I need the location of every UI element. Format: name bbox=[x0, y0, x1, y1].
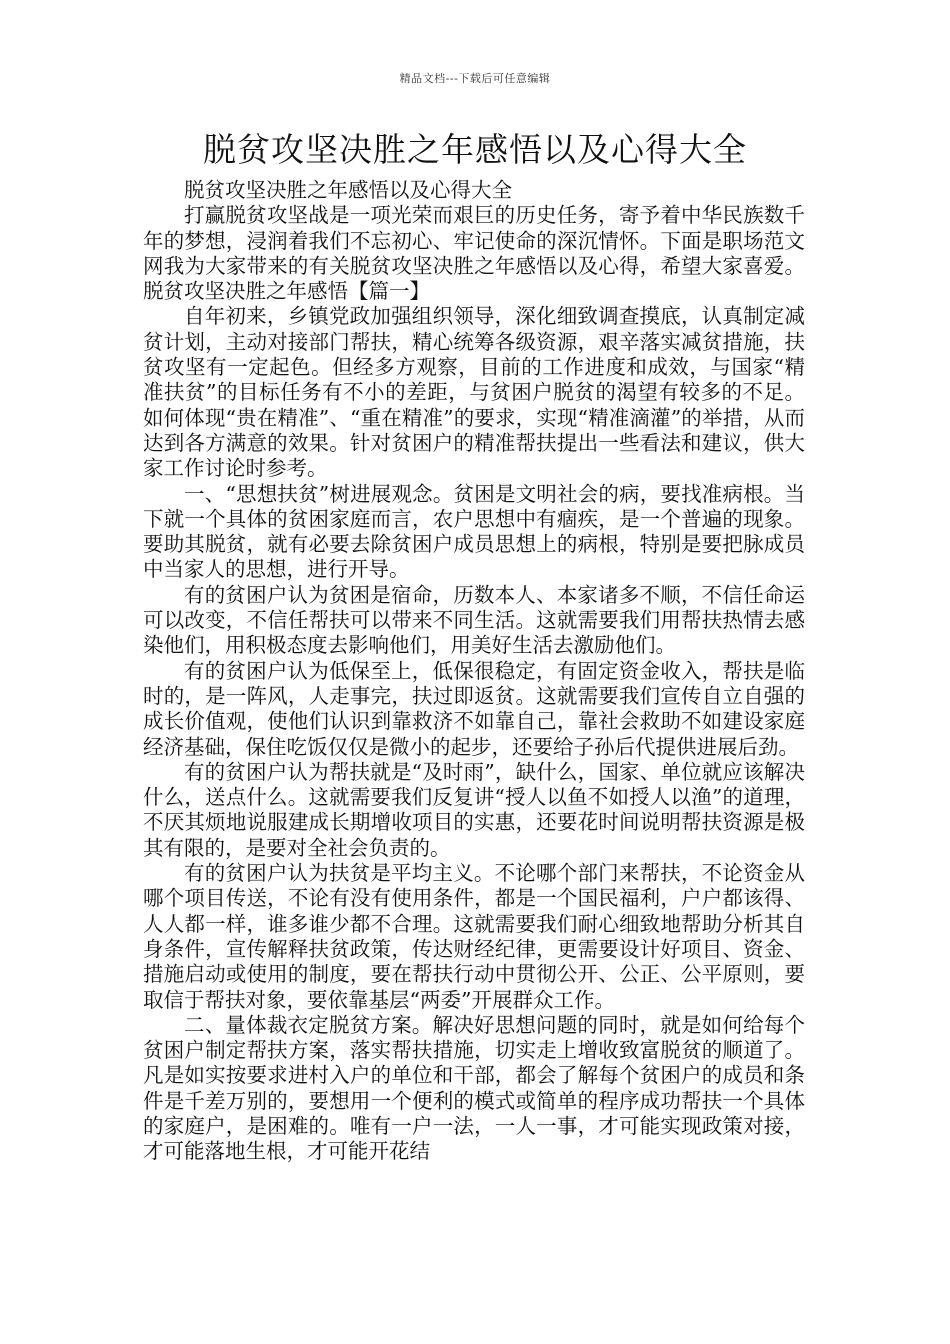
paragraph: 有的贫困户认为帮扶就是“及时雨”，缺什么，国家、单位就应该解决什么，送点什么。这就需要我们反复讲“授人以鱼不如授人以渔”的道理，不厌其烦地说服建成长期增收项目的实惠，还要花时间说明帮扶资源是极其有限的，是要对全社会负责的。 bbox=[143, 759, 805, 860]
paragraph: 有的贫困户认为扶贫是平均主义。不论哪个部门来帮扶，不论资金从哪个项目传送，不论有没有使用条件，都是一个国民福利，户户都该得、人人都一样，谁多谁少都不合理。这就需要我们耐心细致地帮助分析其自身条件，宣传解释扶贫政策，传达财经纪律，更需要设计好项目、资金、措施启动或使用的制度，要在帮扶行动中贯彻公开、公正、公平原则，要取信于帮扶对象，要依靠基层“两委”开展群众工作。 bbox=[143, 861, 805, 1012]
paragraph: 一、“思想扶贫”树进展观念。贫困是文明社会的病，要找准病根。当下就一个具体的贫困家庭而言，农户思想中有痼疾，是一个普遍的现象。要助其脱贫，就有必要去除贫困户成员思想上的病根，特别是要把脉成员中当家人的思想，进行开导。 bbox=[143, 481, 805, 582]
document-subtitle: 脱贫攻坚决胜之年感悟以及心得大全 bbox=[184, 178, 512, 202]
paragraph: 有的贫困户认为低保至上，低保很稳定，有固定资金收入，帮扶是临时的，是一阵风，人走事完，扶过即返贫。这就需要我们宣传自立自强的成长价值观，使他们认识到靠救济不如靠自己，靠社会救助不如建设家庭经济基础，保住吃饭仅仅是微小的起步，还要给子孙后代提供进展后劲。 bbox=[143, 658, 805, 759]
page-title: 脱贫攻坚决胜之年感悟以及心得大全 bbox=[203, 130, 747, 169]
paragraph: 有的贫困户认为贫困是宿命，历数本人、本家诸多不顺，不信任命运可以改变，不信任帮扶可以带来不同生活。这就需要我们用帮扶热情去感染他们，用积极态度去影响他们，用美好生活去激励他们。 bbox=[143, 582, 805, 658]
header-note: 精品文档---下载后可任意编辑 bbox=[399, 72, 551, 85]
document-body bbox=[143, 178, 805, 1165]
paragraph: 自年初来，乡镇党政加强组织领导，深化细致调查摸底，认真制定减贫计划，主动对接部门帮扶，精心统筹各级资源，艰辛落实减贫措施，扶贫攻坚有一定起色。但经多方观察，目前的工作进度和成效，与国家“精准扶贫”的目标任务有不小的差距，与贫困户脱贫的渴望有较多的不足。如何体现“贵在精准”、“重在精准”的要求，实现“精准滴灌”的举措，从而达到各方满意的效果。针对贫困户的精准帮扶提出一些看法和建议，供大家工作讨论时参考。 bbox=[143, 304, 805, 481]
paragraph: 二、量体裁衣定脱贫方案。解决好思想问题的同时，就是如何给每个贫困户制定帮扶方案，落实帮扶措施，切实走上增收致富脱贫的顺道了。凡是如实按要求进村入户的单位和干部，都会了解每个贫困户的成员和条件是千差万别的，要想用一个便利的模式或简单的程序成功帮扶一个具体的家庭户，是困难的。唯有一户一法，一人一事，才可能实现政策对接，才可能落地生根，才可能开花结 bbox=[143, 1012, 805, 1164]
paragraph: 打赢脱贫攻坚战是一项光荣而艰巨的历史任务，寄予着中华民族数千年的梦想，浸润着我们不忘初心、牢记使命的深沉情怀。下面是职场范文网我为大家带来的有关脱贫攻坚决胜之年感悟以及心得，希望大家喜爱。脱贫攻坚决胜之年感悟【篇一】 bbox=[143, 203, 805, 304]
